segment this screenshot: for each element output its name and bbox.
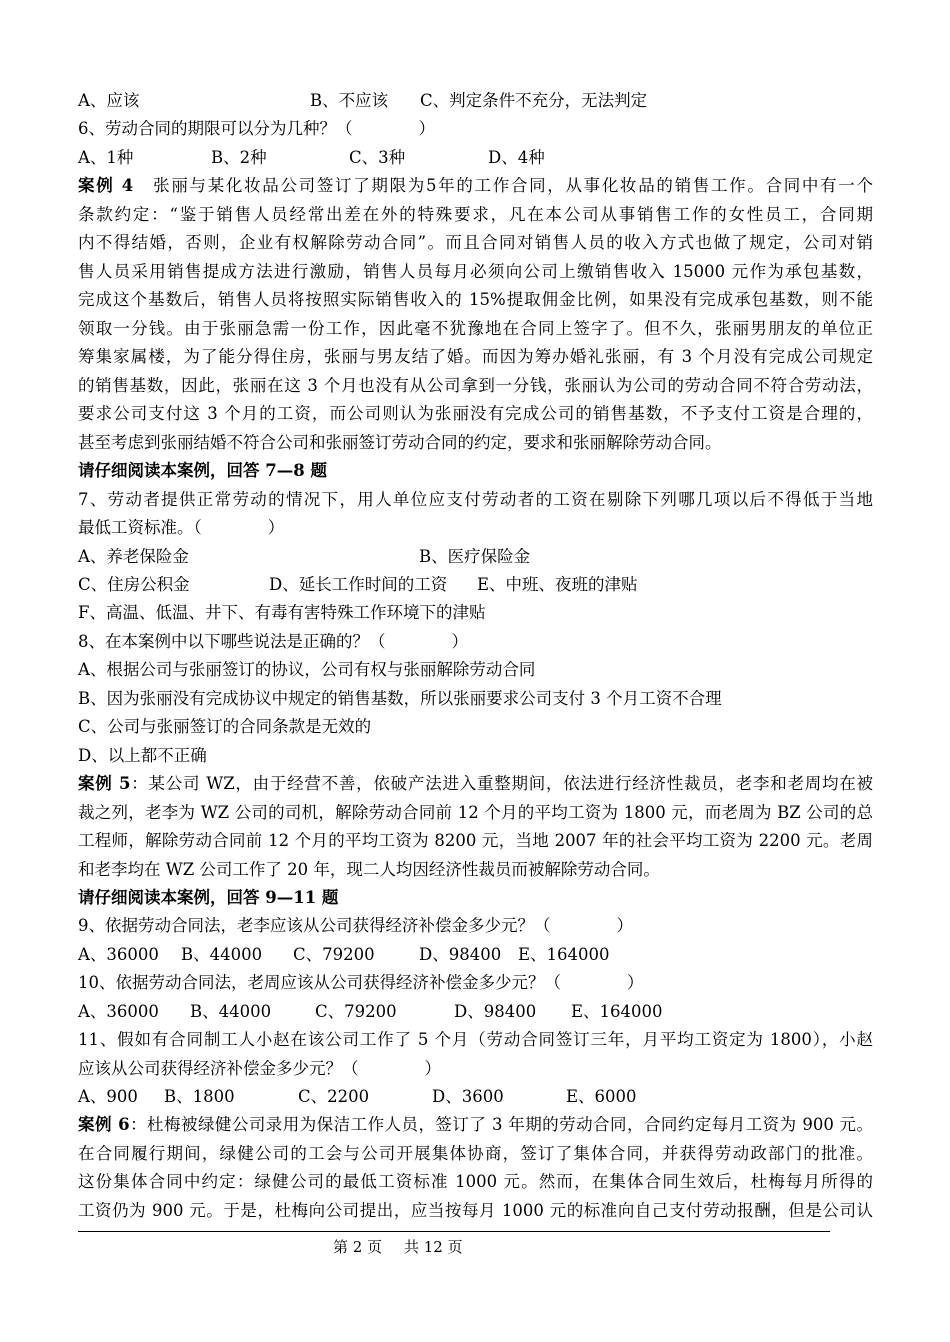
footer-rule — [78, 1231, 830, 1232]
q7-option-e: E、中班、夜班的津贴 — [477, 575, 638, 594]
case5-line-2: 裁之列，老李为 WZ 公司的司机，解除劳动合同前 12 个月的平均工资为 1800 元，而老周为 BZ 公司的总 — [78, 803, 873, 822]
q11-option-c: C、2200 — [298, 1087, 370, 1106]
q7-options-row-2 — [78, 574, 638, 596]
q9-options — [78, 944, 610, 966]
q5-option-c: C、判定条件不充分，无法判定 — [420, 91, 648, 110]
q5-option-a: A、应该 — [78, 91, 140, 110]
q10-question: 10、依据劳动合同法，老周应该从公司获得经济补偿金多少元？（ ） — [78, 973, 644, 992]
case4-line-10: 甚至考虑到张丽结婚不符合公司和张丽签订劳动合同的约定，要求和张丽解除劳动合同。 — [78, 433, 722, 452]
case5-line-3: 工程师，解除劳动合同前 12 个月的平均工资为 8200 元，当地 2007 年的社会平均工资为 2200 元。老周 — [78, 831, 873, 850]
q10-option-e: E、164000 — [571, 1002, 663, 1021]
q10-options — [78, 1001, 663, 1023]
case4-instruction: 请仔细阅读本案例，回答 7—8 题 — [78, 461, 327, 480]
q6-option-b: B、2种 — [211, 148, 267, 167]
case6-label: 案例 6 — [78, 1115, 130, 1134]
q7-question-line-2: 最低工资标准。（ ） — [78, 518, 285, 537]
q10-option-b: B、44000 — [190, 1002, 272, 1021]
case4-label: 案例 4 — [78, 176, 134, 195]
case4-line-1: 案例 4 张丽与某化妆品公司签订了期限为5年的工作合同，从事化妆品的销售工作。合同中有一个 — [78, 176, 873, 195]
case4-line-8: 的销售基数，因此，张丽在这 3 个月也没有从公司拿到一分钱，张丽认为公司的劳动合同不符合劳动法， — [78, 376, 873, 395]
q6-option-a: A、1种 — [78, 148, 134, 167]
q9-option-b: B、44000 — [181, 945, 263, 964]
case6-line-2: 在合同履行期间，绿健公司的工会与公司开展集体协商，签订了集体合同，并获得劳动政部门的批准。 — [78, 1144, 873, 1163]
q9-option-d: D、98400 — [419, 945, 502, 964]
case4-line-4: 售人员采用销售提成方法进行激励，销售人员每月必须向公司上缴销售收入 15000 元作为承包基数， — [78, 262, 873, 281]
q7-option-d: D、延长工作时间的工资 — [269, 575, 448, 594]
q10-option-c: C、79200 — [315, 1002, 397, 1021]
q8-option-d: D、以上都不正确 — [78, 746, 207, 765]
q8-question: 8、在本案例中以下哪些说法是正确的？（ ） — [78, 632, 468, 651]
case4-line-2: 条款约定：“鉴于销售人员经常出差在外的特殊要求，凡在本公司从事销售工作的女性员工，合同期 — [78, 205, 873, 224]
q5-options — [78, 90, 647, 112]
case4-line-7: 筹集家属楼，为了能分得住房，张丽与男友结了婚。而因为筹办婚礼张丽，有 3 个月没有完成公司规定 — [78, 347, 873, 366]
case5-label: 案例 5 — [78, 774, 131, 793]
q11-option-a: A、900 — [78, 1087, 138, 1106]
q6-option-c: C、3种 — [349, 148, 406, 167]
case5-line-1: 案例 5：某公司 WZ，由于经营不善，依破产法进入重整期间，依法进行经济性裁员，老李和老周均在被 — [78, 774, 873, 793]
q11-question-line-2: 应该从公司获得经济补偿金多少元？（ ） — [78, 1059, 441, 1078]
case5-instruction: 请仔细阅读本案例，回答 9—11 题 — [78, 888, 339, 907]
q11-option-b: B、1800 — [164, 1087, 235, 1106]
q9-question: 9、依据劳动合同法，老李应该从公司获得经济补偿金多少元？（ ） — [78, 916, 633, 935]
q10-option-d: D、98400 — [454, 1002, 537, 1021]
q7-option-f: F、高温、低温、井下、有毒有害特殊工作环境下的津贴 — [78, 603, 486, 622]
q10-option-a: A、36000 — [78, 1002, 159, 1021]
case4-line-5: 完成这个基数后，销售人员将按照实际销售收入的 15%提取佣金比例，如果没有完成承包基数，则不能 — [78, 290, 873, 309]
case5-line-4: 和老李均在 WZ 公司工作了 20 年，现二人均因经济性裁员而被解除劳动合同。 — [78, 860, 660, 879]
case4-line-9: 要求公司支付这 3 个月的工资，而公司则认为张丽没有完成公司的销售基数，不予支付工资是合理的， — [78, 404, 873, 423]
q6-question: 6、劳动合同的期限可以分为几种？（ ） — [78, 119, 435, 138]
case4-line-6: 领取一分钱。由于张丽急需一份工作，因此毫不犹豫地在合同上签字了。但不久，张丽男朋友的单位正 — [78, 319, 873, 338]
case6-line-4: 工资仍为 900 元。于是，杜梅向公司提出，应当按每月 1000 元的标准向自己支付劳动报酬，但是公司认 — [78, 1201, 873, 1220]
q5-option-b: B、不应该 — [310, 91, 389, 110]
q11-option-d: D、3600 — [432, 1087, 504, 1106]
q9-option-a: A、36000 — [78, 945, 159, 964]
q7-options-row-1 — [78, 546, 530, 568]
q11-options — [78, 1086, 637, 1108]
case6-line-1: 案例 6：杜梅被绿健公司录用为保洁工作人员，签订了 3 年期的劳动合同，合同约定每月工资为 900 元。 — [78, 1115, 873, 1134]
page-total: 共 12 页 — [404, 1238, 463, 1256]
q7-question-line-1: 7、劳动者提供正常劳动的情况下，用人单位应支付劳动者的工资在剔除下列哪几项以后不得低于当地 — [78, 490, 873, 509]
q9-option-c: C、79200 — [293, 945, 375, 964]
case4-line-3: 内不得结婚，否则，企业有权解除劳动合同”。而且合同对销售人员的收入方式也做了规定，公司对销 — [78, 233, 873, 252]
q6-option-d: D、4种 — [488, 148, 545, 167]
q8-option-c: C、公司与张丽签订的合同条款是无效的 — [78, 717, 372, 736]
q7-option-b: B、医疗保险金 — [419, 547, 531, 566]
q11-option-e: E、6000 — [566, 1087, 637, 1106]
q8-option-a: A、根据公司与张丽签订的协议，公司有权与张丽解除劳动合同 — [78, 660, 536, 679]
q8-option-b: B、因为张丽没有完成协议中规定的销售基数，所以张丽要求公司支付 3 个月工资不合理 — [78, 689, 722, 708]
q7-option-c: C、住房公积金 — [78, 575, 190, 594]
q9-option-e: E、164000 — [518, 945, 610, 964]
page-number: 第 2 页 — [333, 1238, 383, 1256]
q7-option-a: A、养老保险金 — [78, 547, 189, 566]
q6-options — [78, 147, 545, 169]
q11-question-line-1: 11、假如有合同制工人小赵在该公司工作了 5 个月（劳动合同签订三年，月平均工资定为 1800），小赵 — [78, 1030, 873, 1049]
case6-line-3: 这份集体合同中约定：绿健公司的最低工资标准 1000 元。然而，在集体合同生效后，杜梅每月所得的 — [78, 1172, 873, 1191]
